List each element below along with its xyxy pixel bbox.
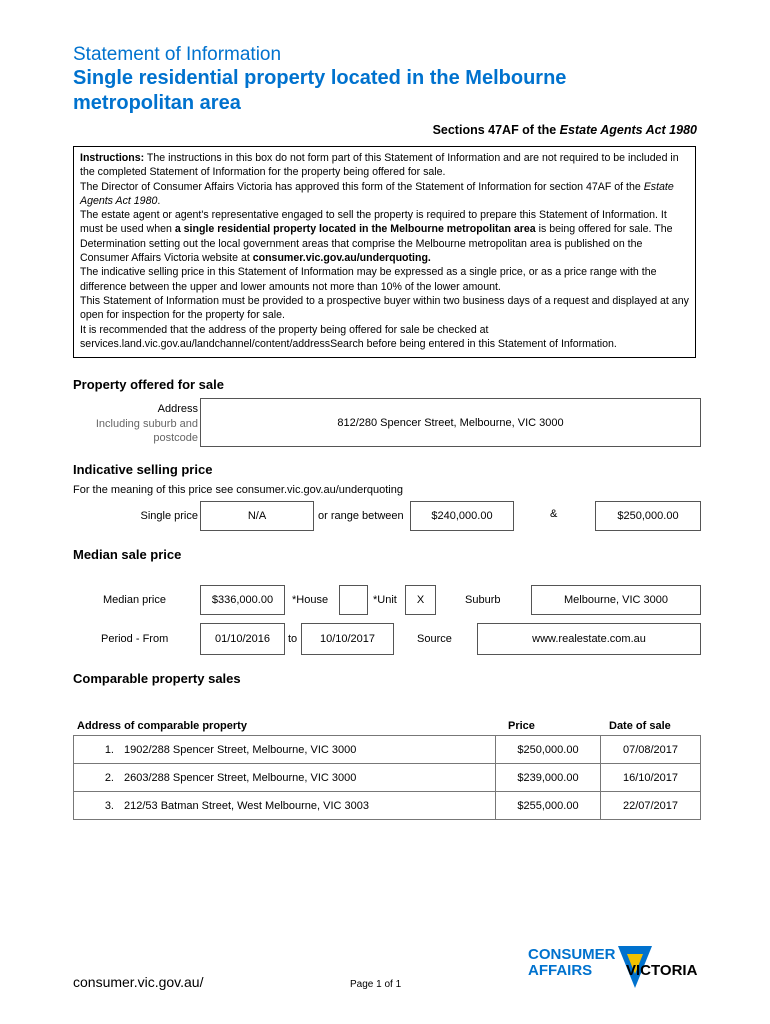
instructions-p3-bold: a single residential property located in the Melbourne metropolitan area: [174, 223, 536, 236]
single-price-label: Single price: [140, 510, 198, 522]
house-checkbox[interactable]: [339, 585, 368, 615]
table-row: [74, 764, 701, 792]
range-label: or range between: [318, 510, 404, 522]
address-field[interactable]: 812/280 Spencer Street, Melbourne, VIC 3000: [200, 398, 701, 447]
to-label: to: [288, 633, 298, 645]
sections-act: Estate Agents Act 1980: [559, 123, 697, 137]
period-label: Period - From: [101, 633, 169, 645]
instructions-p4: The indicative selling price in this Statement of Information may be expressed as a single price, or as a price range with the difference between the upper and lower amounts not more than 10% of the lower amount.: [80, 266, 657, 293]
range-high-field[interactable]: $250,000.00: [595, 501, 701, 531]
col-address-header: Address of comparable property: [77, 720, 247, 732]
property-heading: Property offered for sale: [73, 377, 224, 392]
logo-line1: CONSUMER: [528, 946, 616, 963]
cav-logo-graphic: [528, 944, 703, 990]
logo-word: VICTORIA: [626, 962, 698, 979]
table-row: [74, 792, 701, 820]
unit-label: *Unit: [373, 594, 397, 606]
range-low-field[interactable]: $240,000.00: [410, 501, 514, 531]
comparable-address: 212/53 Batman Street, West Melbourne, VIC 3003: [124, 799, 369, 812]
period-from-field[interactable]: 01/10/2016: [200, 623, 285, 655]
form-title: [73, 66, 693, 116]
indicative-note: For the meaning of this price see consumer.vic.gov.au/underquoting: [73, 484, 403, 496]
instructions-p6: It is recommended that the address of the property being offered for sale be checked at services.land.vic.gov.au/landchannel/content/addressSearch before being entered in this Statement of Information.: [80, 323, 617, 350]
instructions-p2-act: Estate Agents Act 1980: [80, 180, 674, 207]
instructions-p3-text: The estate agent or agent's representative engaged to sell the property is required to prepare this Statement of Information. It must be used when: [80, 209, 667, 236]
col-price-header: Price: [508, 720, 535, 732]
instructions-p5: This Statement of Information must be provided to a prospective buyer within two business days of a request and displayed at any open for inspection for the property for sale.: [80, 294, 689, 322]
period-to-field[interactable]: 10/10/2017: [301, 623, 394, 655]
address-label-main: Address: [157, 403, 198, 415]
instructions-p2-text: The Director of Consumer Affairs Victoria has approved this form of the Statement of Information for section 47AF of the: [80, 180, 644, 193]
source-label: Source: [417, 633, 452, 645]
comparable-price[interactable]: $239,000.00: [496, 764, 601, 792]
comparable-date[interactable]: 16/10/2017: [601, 764, 701, 792]
table-row: [74, 736, 701, 764]
col-date-header: Date of sale: [609, 720, 671, 732]
house-label: *House: [292, 594, 329, 606]
page-number: Page 1 of 1: [350, 979, 402, 990]
cav-logo: [528, 944, 703, 995]
instructions-box: [73, 146, 696, 358]
comparable-price[interactable]: $255,000.00: [496, 792, 601, 820]
instructions-p1: [80, 151, 689, 180]
instructions-p3-link[interactable]: consumer.vic.gov.au/underquoting.: [252, 252, 431, 265]
address-label: [96, 402, 198, 446]
instructions-p1-text: The instructions in this box do not form part of this Statement of Information and are not required to be included in the completed Statement of Information for the property being offered for sale.: [80, 152, 679, 179]
comparable-date[interactable]: 07/08/2017: [601, 736, 701, 764]
sections-prefix: Sections 47AF of the: [432, 123, 560, 137]
comparable-address-cell[interactable]: [74, 764, 496, 792]
comparable-price[interactable]: $250,000.00: [496, 736, 601, 764]
single-price-field[interactable]: N/A: [200, 501, 314, 531]
comparable-table: [73, 735, 701, 820]
instructions-label: Instructions:: [80, 152, 145, 164]
comparable-address-cell[interactable]: [74, 792, 496, 820]
sections-reference: [433, 123, 697, 137]
comparable-address: 2603/288 Spencer Street, Melbourne, VIC 3000: [124, 771, 357, 784]
unit-checkbox[interactable]: X: [405, 585, 436, 615]
source-field[interactable]: www.realestate.com.au: [477, 623, 701, 655]
row-number: 3.: [104, 799, 114, 812]
row-number: 1.: [104, 743, 114, 756]
suburb-label: Suburb: [465, 594, 501, 606]
median-price-label: Median price: [103, 594, 166, 606]
address-label-sub1: Including suburb and: [95, 417, 198, 430]
footer-url[interactable]: consumer.vic.gov.au/: [73, 974, 204, 990]
instructions-p3: [80, 208, 689, 265]
row-number: 2.: [104, 771, 114, 784]
address-label-sub2: postcode: [153, 432, 198, 444]
median-heading: Median sale price: [73, 547, 182, 562]
form-subtitle: Statement of Information: [73, 44, 282, 65]
instructions-p3-text2: is being offered for sale. The Determination setting out the local government areas that comprise the Melbourne metropolitan area is published on the Consumer Affairs Victoria website at: [80, 223, 673, 265]
instructions-p2: [80, 180, 689, 209]
indicative-heading: Indicative selling price: [73, 462, 213, 477]
median-price-field[interactable]: $336,000.00: [200, 585, 285, 615]
logo-line2: AFFAIRS: [528, 962, 593, 979]
instructions-p2-end: .: [157, 194, 161, 207]
form-title-line2: metropolitan area: [73, 92, 241, 114]
suburb-field[interactable]: Melbourne, VIC 3000: [531, 585, 701, 615]
range-ampersand: &: [550, 508, 558, 520]
comparable-date[interactable]: 22/07/2017: [601, 792, 701, 820]
comparable-address-cell[interactable]: [74, 736, 496, 764]
comparable-address: 1902/288 Spencer Street, Melbourne, VIC 3000: [124, 743, 357, 756]
form-title-line1: Single residential property located in the Melbourne: [73, 67, 567, 89]
comparable-heading: Comparable property sales: [73, 671, 241, 686]
